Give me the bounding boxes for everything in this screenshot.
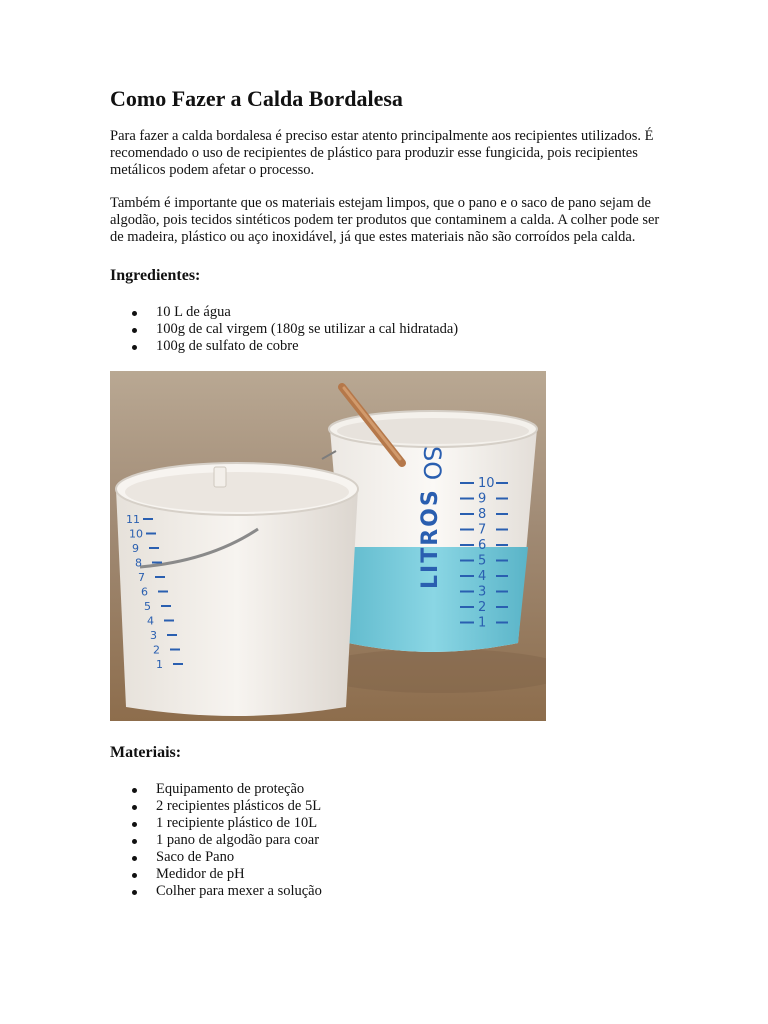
scale-tick <box>460 622 474 624</box>
scale-label: 6 <box>478 538 487 553</box>
scale-label: 3 <box>478 584 487 600</box>
page-title: Como Fazer a Calda Bordalesa <box>110 86 403 111</box>
scale-tick <box>496 513 508 515</box>
intro-paragraph: Para fazer a calda bordalesa é preciso estar atento principalmente aos recipientes utilizados. É recomendado o uso de recipientes de plástico para produzir esse fungicida, pois recipientes metálicos podem afetar o processo. <box>110 128 654 178</box>
buckets-photo <box>110 371 546 721</box>
scale-tick <box>167 634 177 636</box>
scale-label: 11 <box>126 513 140 526</box>
scale-tick <box>460 513 474 515</box>
scale-label: 5 <box>144 600 151 613</box>
left-bucket <box>116 463 358 716</box>
materials-heading: Materiais: <box>110 744 182 761</box>
scale-label: 9 <box>132 542 139 555</box>
scale-tick <box>164 620 174 622</box>
scale-tick <box>146 533 156 535</box>
list-item: 100g de sulfato de cobre <box>110 338 670 355</box>
document-page <box>110 86 670 900</box>
list-item: Saco de Pano <box>110 849 670 866</box>
scale-tick <box>460 591 474 593</box>
scale-tick <box>496 529 508 531</box>
list-item: Medidor de pH <box>110 866 670 883</box>
scale-tick <box>496 622 508 624</box>
list-item: Equipamento de proteção <box>110 781 670 798</box>
scale-tick <box>460 560 474 562</box>
scale-label: 8 <box>478 507 487 522</box>
scale-tick <box>496 575 508 577</box>
scale-tick <box>496 591 508 593</box>
list-item: 2 recipientes plásticos de 5L <box>110 798 670 815</box>
scale-label: 4 <box>147 614 154 628</box>
scale-label: 2 <box>153 643 160 657</box>
scale-label: 10 <box>129 527 143 541</box>
scale-tick <box>496 560 508 562</box>
scale-tick <box>143 518 153 520</box>
scale-tick <box>460 482 474 484</box>
scale-label: 2 <box>478 600 487 615</box>
scale-label: 7 <box>478 522 487 538</box>
scale-tick <box>460 575 474 577</box>
scale-tick <box>496 606 508 608</box>
scale-label: 8 <box>135 556 142 570</box>
list-item: 1 pano de algodão para coar <box>110 832 670 849</box>
scale-label: 5 <box>478 553 487 569</box>
list-item: 1 recipiente plástico de 10L <box>110 815 670 832</box>
scale-tick <box>161 605 171 607</box>
scale-label: 3 <box>150 629 157 642</box>
scale-tick <box>496 482 508 484</box>
scale-label: 4 <box>478 569 487 584</box>
scale-tick <box>158 591 168 593</box>
scale-tick <box>460 606 474 608</box>
scale-label: 7 <box>138 571 145 584</box>
scale-tick <box>496 544 508 546</box>
scale-label: 1 <box>478 615 487 631</box>
cleanliness-paragraph: Também é importante que os materiais estejam limpos, que o pano e o saco de pano sejam de algodão, pois tecidos sintéticos podem ter produtos que contaminem a calda. A colher pode ser de madeira, plástico ou aço inoxidável, já que estes materiais não são corroídos pela calda. <box>110 195 660 245</box>
list-item: 10 L de água <box>110 304 670 321</box>
materials-list <box>110 781 670 900</box>
scale-tick <box>460 498 474 500</box>
scale-tick <box>149 547 159 549</box>
scale-tick <box>460 529 474 531</box>
scale-tick <box>173 663 183 665</box>
list-item: 100g de cal virgem (180g se utilizar a cal hidratada) <box>110 321 670 338</box>
ingredients-list <box>110 304 670 355</box>
scale-label: 6 <box>141 585 148 599</box>
scale-tick <box>170 649 180 651</box>
svg-text:SO: SO <box>418 446 446 481</box>
scale-tick <box>152 562 162 564</box>
scale-tick <box>155 576 165 578</box>
scale-label: 1 <box>156 658 163 671</box>
litros-label: LITROS <box>418 488 443 589</box>
scale-label: 9 <box>478 491 487 507</box>
list-item: Colher para mexer a solução <box>110 883 670 900</box>
ingredients-heading: Ingredientes: <box>110 267 201 284</box>
scale-label: 10 <box>478 476 495 491</box>
scale-tick <box>460 544 474 546</box>
scale-tick <box>496 498 508 500</box>
